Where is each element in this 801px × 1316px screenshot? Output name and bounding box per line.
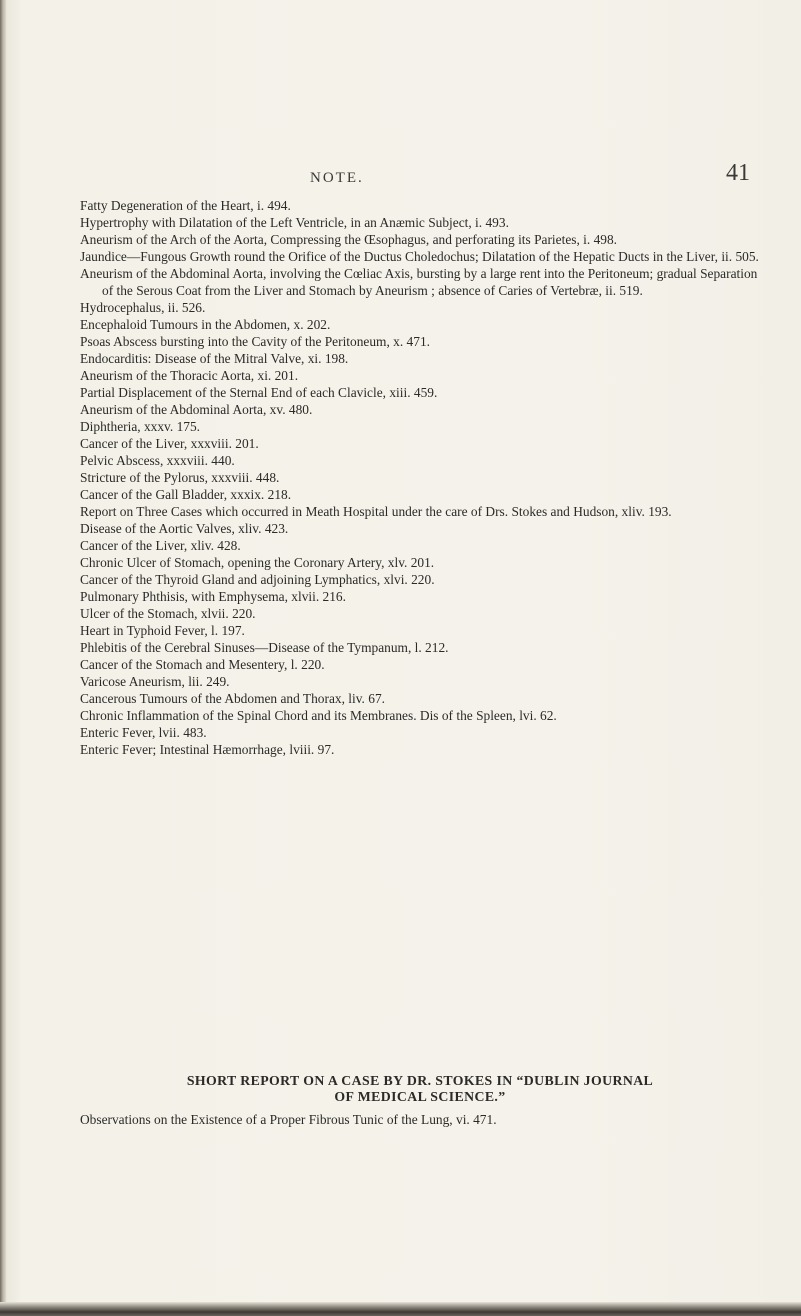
- list-item: Diphtheria, xxxv. 175.: [80, 419, 200, 434]
- list-item: Hypertrophy with Dilatation of the Left Ventricle, in an Anæmic Subject, i. 493.: [80, 215, 509, 230]
- list-item: Cancer of the Stomach and Mesentery, l. 220.: [80, 657, 325, 672]
- list-item: Ulcer of the Stomach, xlvii. 220.: [80, 606, 256, 621]
- list-item: Cancer of the Gall Bladder, xxxix. 218.: [80, 487, 292, 502]
- list-item: Aneurism of the Thoracic Aorta, xi. 201.: [80, 368, 299, 383]
- list-item: Psoas Abscess bursting into the Cavity of the Peritoneum, x. 471.: [80, 334, 430, 349]
- observation-entry: Observations on the Existence of a Proper Fibrous Tunic of the Lung, vi. 471.: [80, 1112, 497, 1127]
- page-bottom-edge: [0, 1302, 801, 1316]
- list-item: Pelvic Abscess, xxxviii. 440.: [80, 453, 235, 468]
- list-item: Endocarditis: Disease of the Mitral Valve, xi. 198.: [80, 351, 349, 366]
- list-item: Disease of the Aortic Valves, xliv. 423.: [80, 521, 289, 536]
- case-report-list: [80, 197, 760, 758]
- page-header: [60, 158, 750, 188]
- section-title-line-2: OF MEDICAL SCIENCE.”: [334, 1089, 506, 1104]
- list-item: Aneurism of the Arch of the Aorta, Compressing the Œsophagus, and perforating its Parietes, i. 498.: [80, 232, 618, 247]
- list-item: Cancerous Tumours of the Abdomen and Thorax, liv. 67.: [80, 691, 385, 706]
- list-item: Aneurism of the Abdominal Aorta, xv. 480.: [80, 402, 313, 417]
- list-item: Report on Three Cases which occurred in Meath Hospital under the care of Drs. Stokes and Hudson, xliv. 193.: [80, 504, 672, 519]
- list-item: Encephaloid Tumours in the Abdomen, x. 202.: [80, 317, 331, 332]
- list-item: Cancer of the Liver, xliv. 428.: [80, 538, 241, 553]
- list-item: Aneurism of the Abdominal Aorta, involving the Cœliac Axis, bursting by a large rent into the Peritoneum; gradual Separation of the Serous Coat from the Liver and Stomach by Aneurism ; absence of Caries of Vertebræ, ii. 519.: [80, 266, 758, 298]
- section-title-line-1: SHORT REPORT ON A CASE BY DR. STOKES IN “DUBLIN JOURNAL: [186, 1073, 654, 1088]
- page-number: 41: [726, 160, 750, 186]
- list-item: Pulmonary Phthisis, with Emphysema, xlvii. 216.: [80, 589, 346, 604]
- list-item: Cancer of the Thyroid Gland and adjoining Lymphatics, xlvi. 220.: [80, 572, 435, 587]
- section-title: [80, 1073, 760, 1105]
- list-item: Partial Displacement of the Sternal End of each Clavicle, xiii. 459.: [80, 385, 438, 400]
- list-item: Fatty Degeneration of the Heart, i. 494.: [80, 198, 291, 213]
- list-item: Chronic Ulcer of Stomach, opening the Coronary Artery, xlv. 201.: [80, 555, 435, 570]
- list-item: Enteric Fever; Intestinal Hæmorrhage, lviii. 97.: [80, 742, 335, 757]
- running-head: NOTE.: [310, 170, 364, 186]
- list-item: Stricture of the Pylorus, xxxviii. 448.: [80, 470, 280, 485]
- list-item: Hydrocephalus, ii. 526.: [80, 300, 206, 315]
- list-item: Enteric Fever, lvii. 483.: [80, 725, 207, 740]
- list-item: Varicose Aneurism, lii. 249.: [80, 674, 230, 689]
- page-spine-shadow: [0, 0, 6, 1316]
- list-item: Phlebitis of the Cerebral Sinuses—Disease of the Tympanum, l. 212.: [80, 640, 449, 655]
- list-item: Heart in Typhoid Fever, l. 197.: [80, 623, 245, 638]
- list-item: Chronic Inflammation of the Spinal Chord and its Membranes. Dis of the Spleen, lvi. 62.: [80, 708, 557, 723]
- list-item: Jaundice—Fungous Growth round the Orifice of the Ductus Choledochus; Dilatation of the Hepatic Ducts in the Liver, ii. 505.: [80, 249, 759, 264]
- list-item: Cancer of the Liver, xxxviii. 201.: [80, 436, 259, 451]
